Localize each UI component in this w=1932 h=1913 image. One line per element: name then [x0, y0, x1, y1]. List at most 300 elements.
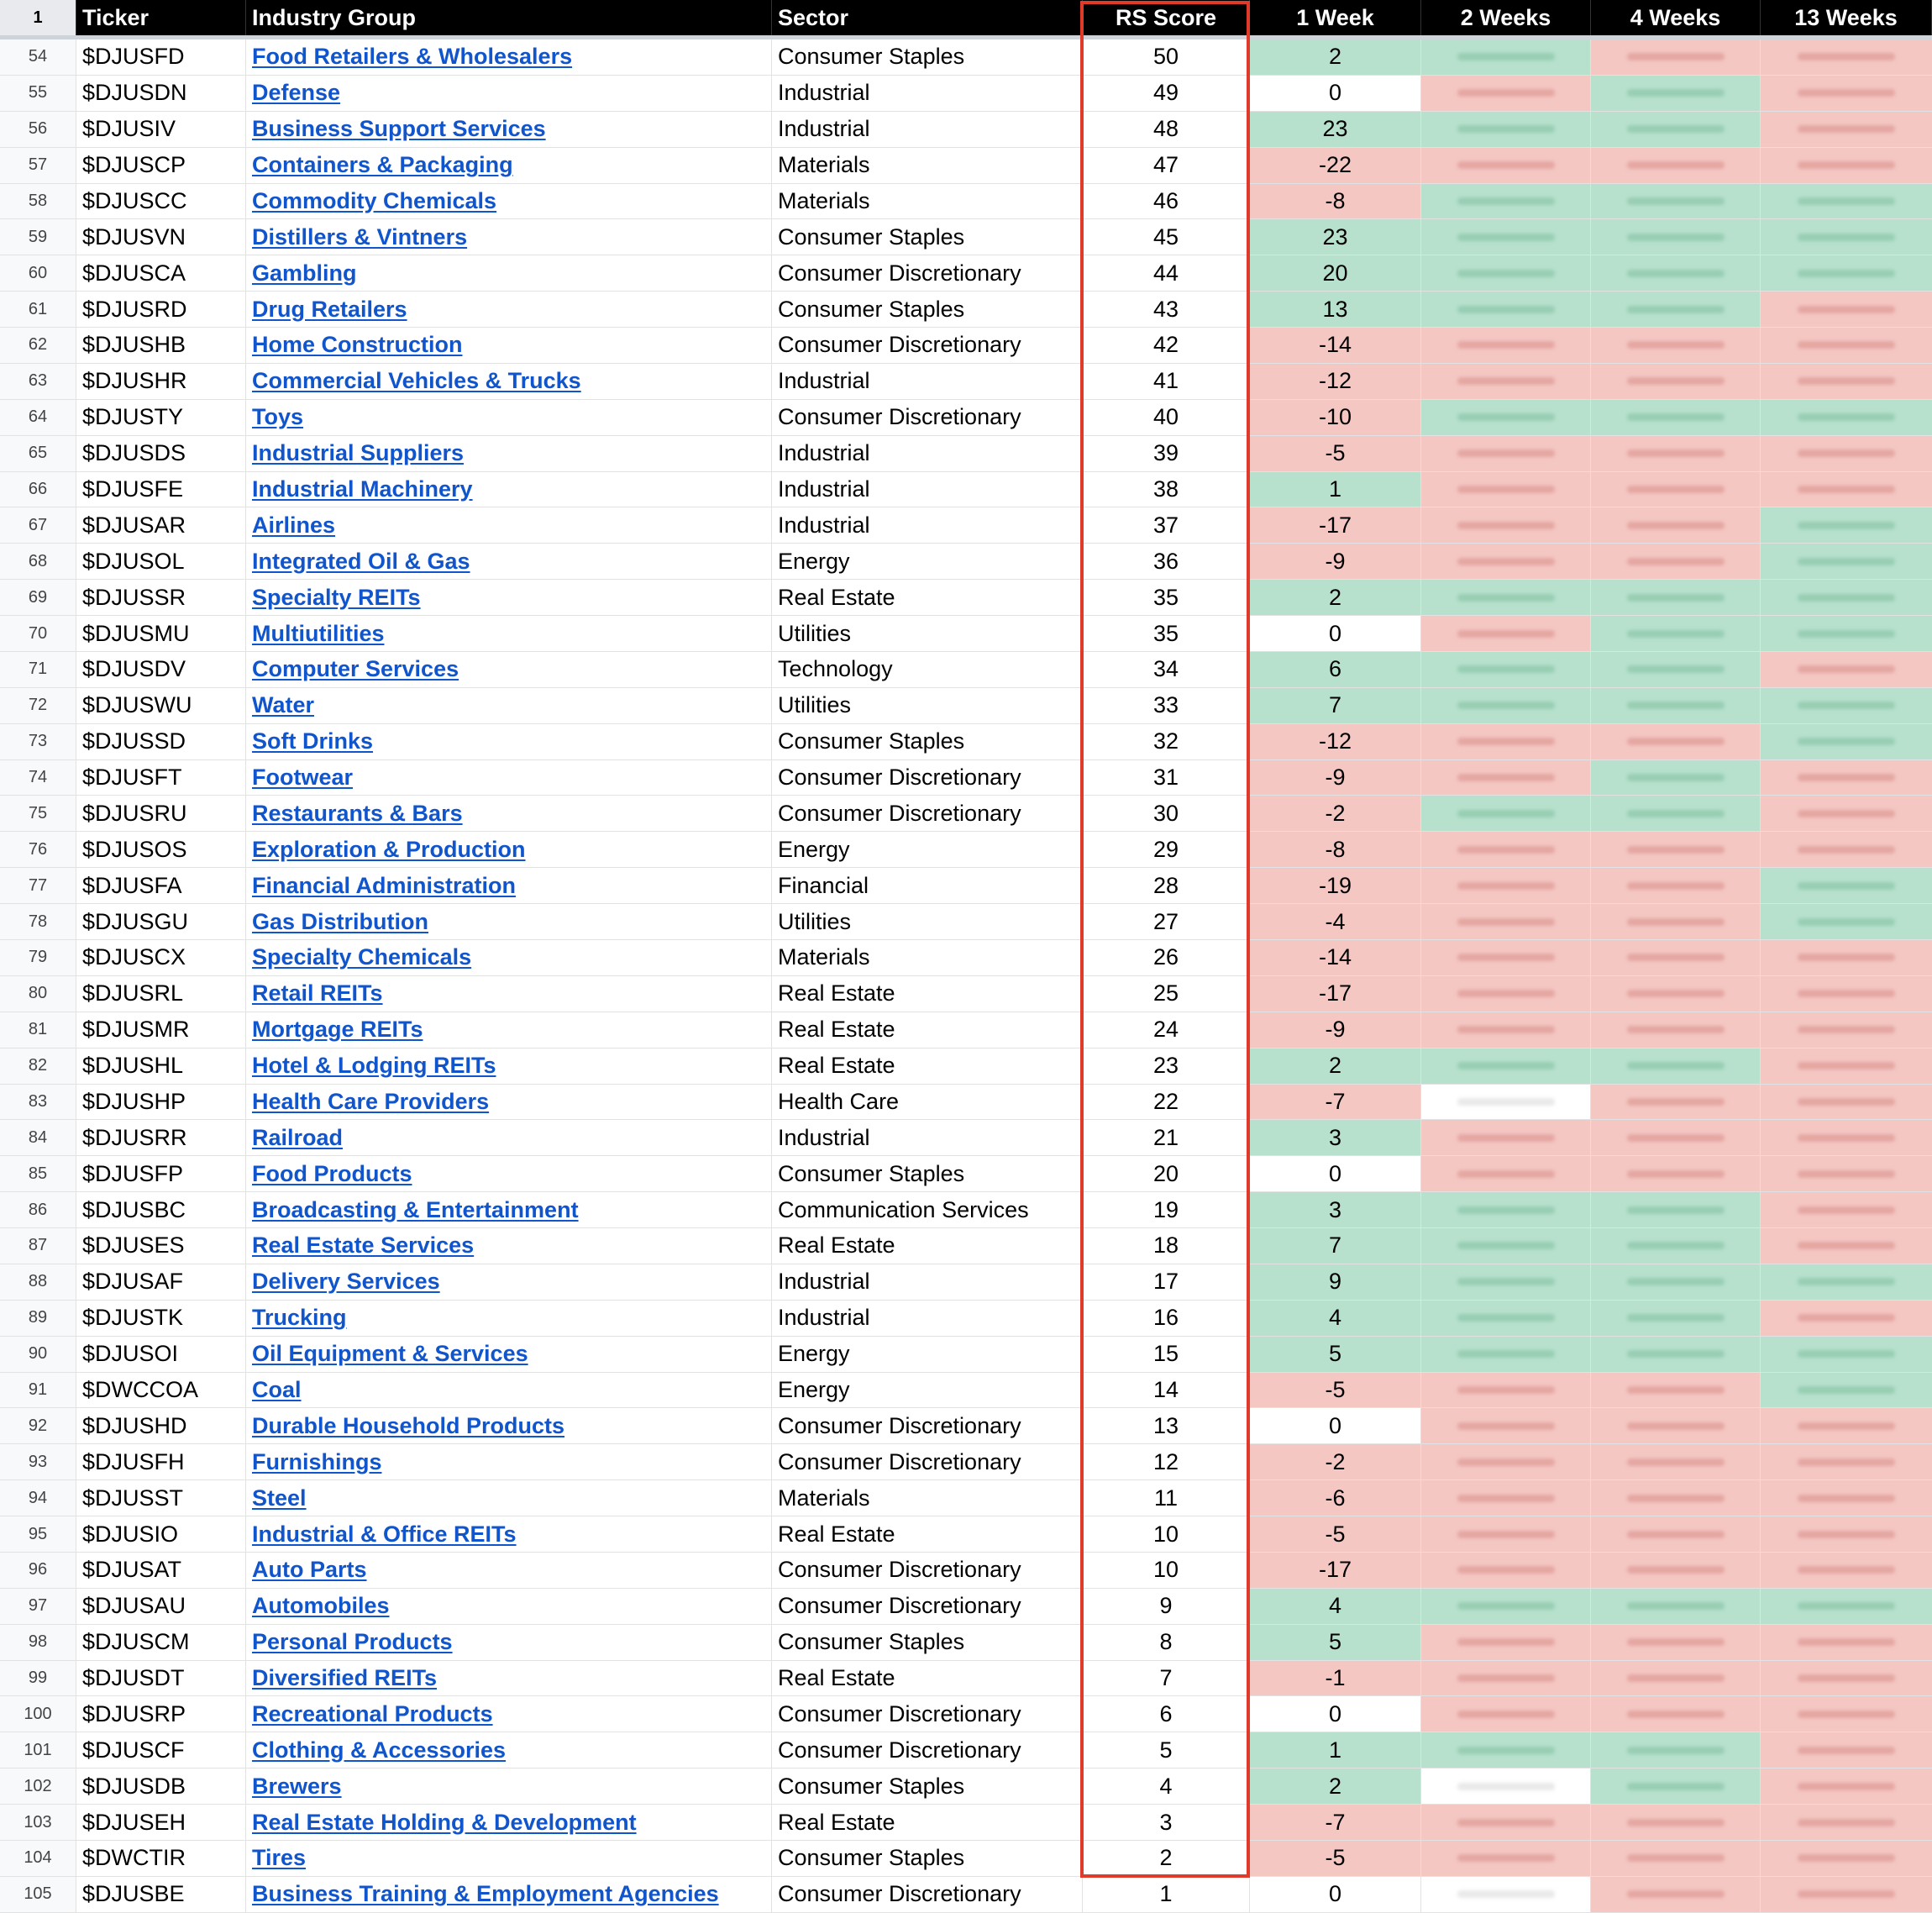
industry-group-link[interactable]: Financial Administration — [252, 872, 517, 898]
sector-cell[interactable]: Consumer Staples — [772, 292, 1083, 327]
industry-group-cell[interactable] — [246, 112, 772, 147]
ticker-cell[interactable]: $DJUSDV — [76, 652, 246, 687]
rs-score-cell[interactable]: 47 — [1083, 148, 1250, 183]
ticker-cell[interactable]: $DJUSAU — [76, 1589, 246, 1624]
ticker-cell[interactable]: $DJUSCX — [76, 940, 246, 975]
rs-score-cell[interactable]: 25 — [1083, 976, 1250, 1012]
week-4-change-cell[interactable] — [1591, 1120, 1761, 1155]
rs-score-cell[interactable]: 20 — [1083, 1156, 1250, 1191]
sector-cell[interactable]: Industrial — [772, 76, 1083, 111]
ticker-cell[interactable]: $DJUSRD — [76, 292, 246, 327]
week-1-change-cell[interactable]: -9 — [1250, 760, 1421, 796]
industry-group-link[interactable]: Real Estate Holding & Development — [252, 1809, 637, 1835]
ticker-cell[interactable]: $DJUSFE — [76, 472, 246, 507]
industry-group-cell[interactable] — [246, 148, 772, 183]
week-2-change-cell[interactable] — [1421, 1337, 1591, 1372]
sector-cell[interactable]: Industrial — [772, 1264, 1083, 1300]
sector-cell[interactable]: Consumer Discretionary — [772, 328, 1083, 363]
week-4-change-cell[interactable] — [1591, 724, 1761, 759]
industry-group-cell[interactable] — [246, 1264, 772, 1300]
rs-score-cell[interactable]: 44 — [1083, 255, 1250, 291]
sector-cell[interactable]: Materials — [772, 148, 1083, 183]
week-13-change-cell[interactable] — [1761, 1120, 1932, 1155]
industry-group-link[interactable]: Auto Parts — [252, 1557, 367, 1583]
industry-group-link[interactable]: Industrial Suppliers — [252, 440, 465, 466]
week-4-change-cell[interactable] — [1591, 904, 1761, 939]
rs-score-cell[interactable]: 3 — [1083, 1805, 1250, 1840]
industry-group-cell[interactable] — [246, 1553, 772, 1588]
week-1-change-cell[interactable]: 0 — [1250, 1696, 1421, 1732]
week-2-change-cell[interactable] — [1421, 1156, 1591, 1191]
week-13-change-cell[interactable] — [1761, 507, 1932, 543]
week-4-change-cell[interactable] — [1591, 436, 1761, 471]
rs-score-cell[interactable]: 30 — [1083, 796, 1250, 831]
row-number[interactable]: 85 — [0, 1156, 76, 1191]
week-2-change-cell[interactable] — [1421, 1120, 1591, 1155]
ticker-cell[interactable]: $DJUSRR — [76, 1120, 246, 1155]
row-number[interactable]: 64 — [0, 400, 76, 435]
industry-group-cell[interactable] — [246, 364, 772, 399]
week-2-change-cell[interactable] — [1421, 796, 1591, 831]
sector-cell[interactable]: Real Estate — [772, 1048, 1083, 1084]
week-4-change-cell[interactable] — [1591, 1805, 1761, 1840]
sector-cell[interactable]: Industrial — [772, 436, 1083, 471]
week-1-change-cell[interactable]: 1 — [1250, 1732, 1421, 1768]
row-number[interactable]: 83 — [0, 1085, 76, 1120]
industry-group-link[interactable]: Durable Household Products — [252, 1412, 565, 1438]
ticker-cell[interactable]: $DJUSFA — [76, 868, 246, 903]
sector-cell[interactable]: Consumer Staples — [772, 1841, 1083, 1876]
week-2-change-cell[interactable] — [1421, 1589, 1591, 1624]
week-1-change-cell[interactable]: -5 — [1250, 1841, 1421, 1876]
industry-group-link[interactable]: Specialty REITs — [252, 584, 421, 610]
week-13-change-cell[interactable] — [1761, 364, 1932, 399]
sector-cell[interactable]: Real Estate — [772, 1516, 1083, 1552]
week-1-change-cell[interactable]: 9 — [1250, 1264, 1421, 1300]
industry-group-link[interactable]: Integrated Oil & Gas — [252, 548, 470, 574]
industry-group-cell[interactable] — [246, 1661, 772, 1696]
industry-group-link[interactable]: Defense — [252, 80, 341, 106]
industry-group-cell[interactable] — [246, 580, 772, 615]
week-1-change-cell[interactable]: 20 — [1250, 255, 1421, 291]
industry-group-cell[interactable] — [246, 472, 772, 507]
rs-score-cell[interactable]: 22 — [1083, 1085, 1250, 1120]
ticker-cell[interactable]: $DJUSCM — [76, 1625, 246, 1660]
rs-score-cell[interactable]: 19 — [1083, 1192, 1250, 1227]
ticker-cell[interactable]: $DJUSTY — [76, 400, 246, 435]
rs-score-cell[interactable]: 2 — [1083, 1841, 1250, 1876]
ticker-cell[interactable]: $DJUSHR — [76, 364, 246, 399]
sector-cell[interactable]: Consumer Discretionary — [772, 255, 1083, 291]
industry-group-link[interactable]: Gas Distribution — [252, 908, 429, 934]
ticker-cell[interactable]: $DJUSHL — [76, 1048, 246, 1084]
week-4-change-cell[interactable] — [1591, 1228, 1761, 1264]
week-13-change-cell[interactable] — [1761, 544, 1932, 579]
week-4-change-cell[interactable] — [1591, 1877, 1761, 1912]
ticker-cell[interactable]: $DJUSFT — [76, 760, 246, 796]
industry-group-link[interactable]: Recreational Products — [252, 1700, 493, 1726]
ticker-cell[interactable]: $DJUSHB — [76, 328, 246, 363]
week-4-change-cell[interactable] — [1591, 796, 1761, 831]
week-13-change-cell[interactable] — [1761, 400, 1932, 435]
week-1-change-cell[interactable]: -2 — [1250, 796, 1421, 831]
row-number[interactable]: 62 — [0, 328, 76, 363]
industry-group-cell[interactable] — [246, 76, 772, 111]
industry-group-link[interactable]: Steel — [252, 1485, 307, 1511]
week-13-change-cell[interactable] — [1761, 1696, 1932, 1732]
row-number[interactable]: 97 — [0, 1589, 76, 1624]
week-2-change-cell[interactable] — [1421, 400, 1591, 435]
row-number[interactable]: 91 — [0, 1373, 76, 1408]
week-2-change-cell[interactable] — [1421, 1048, 1591, 1084]
row-number[interactable]: 105 — [0, 1877, 76, 1912]
ticker-cell[interactable]: $DJUSBE — [76, 1877, 246, 1912]
industry-group-link[interactable]: Soft Drinks — [252, 728, 374, 754]
industry-group-link[interactable]: Broadcasting & Entertainment — [252, 1196, 579, 1222]
week-2-change-cell[interactable] — [1421, 1625, 1591, 1660]
ticker-cell[interactable]: $DJUSAF — [76, 1264, 246, 1300]
rs-score-cell[interactable]: 11 — [1083, 1480, 1250, 1516]
week-2-change-cell[interactable] — [1421, 1661, 1591, 1696]
week-4-change-cell[interactable] — [1591, 328, 1761, 363]
week-13-change-cell[interactable] — [1761, 1085, 1932, 1120]
week-4-change-cell[interactable] — [1591, 688, 1761, 723]
week-1-change-cell[interactable]: -7 — [1250, 1085, 1421, 1120]
industry-group-cell[interactable] — [246, 760, 772, 796]
week-13-change-cell[interactable] — [1761, 472, 1932, 507]
row-number[interactable]: 99 — [0, 1661, 76, 1696]
header-row-number[interactable]: 1 — [0, 0, 76, 35]
week-2-change-cell[interactable] — [1421, 940, 1591, 975]
week-2-change-cell[interactable] — [1421, 1516, 1591, 1552]
week-2-change-cell[interactable] — [1421, 436, 1591, 471]
week-4-change-cell[interactable] — [1591, 148, 1761, 183]
week-13-change-cell[interactable] — [1761, 1480, 1932, 1516]
week-4-change-cell[interactable] — [1591, 1264, 1761, 1300]
row-number[interactable]: 96 — [0, 1553, 76, 1588]
sector-cell[interactable]: Industrial — [772, 472, 1083, 507]
row-number[interactable]: 58 — [0, 184, 76, 219]
industry-group-cell[interactable] — [246, 328, 772, 363]
week-4-change-cell[interactable] — [1591, 400, 1761, 435]
week-2-change-cell[interactable] — [1421, 1553, 1591, 1588]
week-1-change-cell[interactable]: 7 — [1250, 688, 1421, 723]
week-1-change-cell[interactable]: -2 — [1250, 1444, 1421, 1479]
week-4-change-cell[interactable] — [1591, 760, 1761, 796]
week-13-change-cell[interactable] — [1761, 580, 1932, 615]
week-2-change-cell[interactable] — [1421, 1841, 1591, 1876]
week-1-change-cell[interactable]: 0 — [1250, 1877, 1421, 1912]
week-1-change-cell[interactable]: 0 — [1250, 1156, 1421, 1191]
week-2-change-cell[interactable] — [1421, 724, 1591, 759]
week-13-change-cell[interactable] — [1761, 1589, 1932, 1624]
sector-cell[interactable]: Communication Services — [772, 1192, 1083, 1227]
rs-score-cell[interactable]: 8 — [1083, 1625, 1250, 1660]
week-4-change-cell[interactable] — [1591, 255, 1761, 291]
week-2-change-cell[interactable] — [1421, 1373, 1591, 1408]
ticker-cell[interactable]: $DJUSCP — [76, 148, 246, 183]
week-13-change-cell[interactable] — [1761, 328, 1932, 363]
week-13-change-cell[interactable] — [1761, 39, 1932, 75]
week-1-change-cell[interactable]: 0 — [1250, 616, 1421, 651]
rs-score-cell[interactable]: 1 — [1083, 1877, 1250, 1912]
week-4-change-cell[interactable] — [1591, 1156, 1761, 1191]
week-1-change-cell[interactable]: 6 — [1250, 652, 1421, 687]
rs-score-cell[interactable]: 50 — [1083, 39, 1250, 75]
ticker-cell[interactable]: $DJUSCF — [76, 1732, 246, 1768]
week-2-change-cell[interactable] — [1421, 255, 1591, 291]
industry-group-cell[interactable] — [246, 1337, 772, 1372]
week-1-change-cell[interactable]: -14 — [1250, 940, 1421, 975]
industry-group-cell[interactable] — [246, 976, 772, 1012]
rs-score-cell[interactable]: 33 — [1083, 688, 1250, 723]
sector-cell[interactable]: Consumer Staples — [772, 1625, 1083, 1660]
week-2-change-cell[interactable] — [1421, 1444, 1591, 1479]
row-number[interactable]: 88 — [0, 1264, 76, 1300]
rs-score-cell[interactable]: 14 — [1083, 1373, 1250, 1408]
week-1-change-cell[interactable]: -17 — [1250, 1553, 1421, 1588]
week-13-change-cell[interactable] — [1761, 112, 1932, 147]
row-number[interactable]: 86 — [0, 1192, 76, 1227]
row-number[interactable]: 76 — [0, 832, 76, 867]
week-13-change-cell[interactable] — [1761, 1228, 1932, 1264]
week-4-change-cell[interactable] — [1591, 580, 1761, 615]
week-2-change-cell[interactable] — [1421, 148, 1591, 183]
ticker-cell[interactable]: $DJUSFD — [76, 39, 246, 75]
industry-group-link[interactable]: Delivery Services — [252, 1269, 440, 1295]
industry-group-cell[interactable] — [246, 1301, 772, 1336]
row-number[interactable]: 73 — [0, 724, 76, 759]
week-1-change-cell[interactable]: -7 — [1250, 1805, 1421, 1840]
industry-group-cell[interactable] — [246, 616, 772, 651]
ticker-cell[interactable]: $DJUSRU — [76, 796, 246, 831]
week-1-change-cell[interactable]: 4 — [1250, 1301, 1421, 1336]
industry-group-cell[interactable] — [246, 1877, 772, 1912]
week-2-change-cell[interactable] — [1421, 1301, 1591, 1336]
row-number[interactable]: 87 — [0, 1228, 76, 1264]
week-4-change-cell[interactable] — [1591, 184, 1761, 219]
rs-score-cell[interactable]: 32 — [1083, 724, 1250, 759]
rs-score-cell[interactable]: 18 — [1083, 1228, 1250, 1264]
week-1-change-cell[interactable]: 4 — [1250, 1589, 1421, 1624]
week-13-change-cell[interactable] — [1761, 868, 1932, 903]
rs-score-cell[interactable]: 36 — [1083, 544, 1250, 579]
week-4-change-cell[interactable] — [1591, 1085, 1761, 1120]
industry-group-cell[interactable] — [246, 1732, 772, 1768]
week-1-change-cell[interactable]: 3 — [1250, 1120, 1421, 1155]
industry-group-cell[interactable] — [246, 1589, 772, 1624]
week-13-change-cell[interactable] — [1761, 1337, 1932, 1372]
week-4-change-cell[interactable] — [1591, 832, 1761, 867]
week-4-change-cell[interactable] — [1591, 1301, 1761, 1336]
industry-group-link[interactable]: Trucking — [252, 1305, 347, 1331]
rs-score-cell[interactable]: 27 — [1083, 904, 1250, 939]
header-13-weeks[interactable]: 13 Weeks — [1761, 0, 1932, 35]
industry-group-cell[interactable] — [246, 436, 772, 471]
week-1-change-cell[interactable]: 3 — [1250, 1192, 1421, 1227]
ticker-cell[interactable]: $DJUSBC — [76, 1192, 246, 1227]
rs-score-cell[interactable]: 13 — [1083, 1408, 1250, 1443]
week-4-change-cell[interactable] — [1591, 1553, 1761, 1588]
sector-cell[interactable]: Real Estate — [772, 1012, 1083, 1048]
week-2-change-cell[interactable] — [1421, 112, 1591, 147]
sector-cell[interactable]: Consumer Discretionary — [772, 1732, 1083, 1768]
week-2-change-cell[interactable] — [1421, 1085, 1591, 1120]
row-number[interactable]: 59 — [0, 219, 76, 255]
rs-score-cell[interactable]: 46 — [1083, 184, 1250, 219]
week-4-change-cell[interactable] — [1591, 1480, 1761, 1516]
industry-group-cell[interactable] — [246, 1012, 772, 1048]
row-number[interactable]: 100 — [0, 1696, 76, 1732]
industry-group-link[interactable]: Toys — [252, 404, 304, 430]
week-1-change-cell[interactable]: 5 — [1250, 1337, 1421, 1372]
week-4-change-cell[interactable] — [1591, 364, 1761, 399]
sector-cell[interactable]: Consumer Staples — [772, 724, 1083, 759]
row-number[interactable]: 61 — [0, 292, 76, 327]
week-13-change-cell[interactable] — [1761, 1516, 1932, 1552]
week-1-change-cell[interactable]: 0 — [1250, 76, 1421, 111]
week-13-change-cell[interactable] — [1761, 1841, 1932, 1876]
rs-score-cell[interactable]: 43 — [1083, 292, 1250, 327]
industry-group-cell[interactable] — [246, 724, 772, 759]
week-13-change-cell[interactable] — [1761, 1156, 1932, 1191]
industry-group-cell[interactable] — [246, 1696, 772, 1732]
week-4-change-cell[interactable] — [1591, 507, 1761, 543]
sector-cell[interactable]: Utilities — [772, 904, 1083, 939]
ticker-cell[interactable]: $DJUSCC — [76, 184, 246, 219]
week-2-change-cell[interactable] — [1421, 1192, 1591, 1227]
week-4-change-cell[interactable] — [1591, 976, 1761, 1012]
rs-score-cell[interactable]: 24 — [1083, 1012, 1250, 1048]
week-2-change-cell[interactable] — [1421, 1408, 1591, 1443]
week-13-change-cell[interactable] — [1761, 1553, 1932, 1588]
week-13-change-cell[interactable] — [1761, 760, 1932, 796]
week-1-change-cell[interactable]: -12 — [1250, 364, 1421, 399]
ticker-cell[interactable]: $DJUSAR — [76, 507, 246, 543]
industry-group-cell[interactable] — [246, 1408, 772, 1443]
week-13-change-cell[interactable] — [1761, 724, 1932, 759]
week-4-change-cell[interactable] — [1591, 112, 1761, 147]
week-1-change-cell[interactable]: -9 — [1250, 1012, 1421, 1048]
rs-score-cell[interactable]: 7 — [1083, 1661, 1250, 1696]
ticker-cell[interactable]: $DJUSDB — [76, 1768, 246, 1804]
rs-score-cell[interactable]: 15 — [1083, 1337, 1250, 1372]
sector-cell[interactable]: Industrial — [772, 1301, 1083, 1336]
header-1-week[interactable]: 1 Week — [1250, 0, 1421, 35]
industry-group-link[interactable]: Clothing & Accessories — [252, 1737, 507, 1763]
industry-group-link[interactable]: Airlines — [252, 512, 336, 538]
sector-cell[interactable]: Consumer Discretionary — [772, 1553, 1083, 1588]
ticker-cell[interactable]: $DJUSST — [76, 1480, 246, 1516]
row-number[interactable]: 67 — [0, 507, 76, 543]
week-1-change-cell[interactable]: 2 — [1250, 39, 1421, 75]
sector-cell[interactable]: Consumer Staples — [772, 219, 1083, 255]
industry-group-link[interactable]: Containers & Packaging — [252, 152, 513, 178]
ticker-cell[interactable]: $DJUSVN — [76, 219, 246, 255]
industry-group-link[interactable]: Industrial Machinery — [252, 476, 473, 502]
industry-group-link[interactable]: Restaurants & Bars — [252, 800, 463, 826]
industry-group-cell[interactable] — [246, 940, 772, 975]
ticker-cell[interactable]: $DJUSMU — [76, 616, 246, 651]
week-4-change-cell[interactable] — [1591, 1732, 1761, 1768]
ticker-cell[interactable]: $DJUSCA — [76, 255, 246, 291]
ticker-cell[interactable]: $DJUSRP — [76, 1696, 246, 1732]
industry-group-link[interactable]: Food Products — [252, 1160, 412, 1186]
week-2-change-cell[interactable] — [1421, 904, 1591, 939]
rs-score-cell[interactable]: 41 — [1083, 364, 1250, 399]
row-number[interactable]: 69 — [0, 580, 76, 615]
industry-group-link[interactable]: Furnishings — [252, 1448, 382, 1474]
industry-group-link[interactable]: Industrial & Office REITs — [252, 1521, 517, 1547]
sector-cell[interactable]: Consumer Discretionary — [772, 1696, 1083, 1732]
week-1-change-cell[interactable]: -5 — [1250, 1516, 1421, 1552]
industry-group-cell[interactable] — [246, 1768, 772, 1804]
week-4-change-cell[interactable] — [1591, 544, 1761, 579]
week-1-change-cell[interactable]: -12 — [1250, 724, 1421, 759]
sector-cell[interactable]: Consumer Discretionary — [772, 760, 1083, 796]
industry-group-link[interactable]: Home Construction — [252, 332, 463, 358]
week-13-change-cell[interactable] — [1761, 1444, 1932, 1479]
week-13-change-cell[interactable] — [1761, 1373, 1932, 1408]
ticker-cell[interactable]: $DJUSOL — [76, 544, 246, 579]
sector-cell[interactable]: Energy — [772, 1373, 1083, 1408]
ticker-cell[interactable]: $DJUSIV — [76, 112, 246, 147]
sector-cell[interactable]: Materials — [772, 184, 1083, 219]
week-1-change-cell[interactable]: 0 — [1250, 1408, 1421, 1443]
rs-score-cell[interactable]: 16 — [1083, 1301, 1250, 1336]
sector-cell[interactable]: Real Estate — [772, 1805, 1083, 1840]
week-1-change-cell[interactable]: -17 — [1250, 976, 1421, 1012]
rs-score-cell[interactable]: 23 — [1083, 1048, 1250, 1084]
industry-group-link[interactable]: Real Estate Services — [252, 1232, 475, 1259]
row-number[interactable]: 94 — [0, 1480, 76, 1516]
row-number[interactable]: 57 — [0, 148, 76, 183]
week-2-change-cell[interactable] — [1421, 76, 1591, 111]
industry-group-cell[interactable] — [246, 544, 772, 579]
week-4-change-cell[interactable] — [1591, 1625, 1761, 1660]
week-13-change-cell[interactable] — [1761, 1192, 1932, 1227]
industry-group-link[interactable]: Business Support Services — [252, 116, 546, 142]
week-4-change-cell[interactable] — [1591, 1337, 1761, 1372]
ticker-cell[interactable]: $DJUSSR — [76, 580, 246, 615]
header-ticker[interactable]: Ticker — [76, 0, 246, 35]
week-2-change-cell[interactable] — [1421, 39, 1591, 75]
week-1-change-cell[interactable]: -14 — [1250, 328, 1421, 363]
row-number[interactable]: 98 — [0, 1625, 76, 1660]
rs-score-cell[interactable]: 6 — [1083, 1696, 1250, 1732]
row-number[interactable]: 84 — [0, 1120, 76, 1155]
industry-group-link[interactable]: Water — [252, 692, 315, 718]
week-13-change-cell[interactable] — [1761, 184, 1932, 219]
industry-group-link[interactable]: Personal Products — [252, 1629, 453, 1655]
sector-cell[interactable]: Energy — [772, 544, 1083, 579]
week-13-change-cell[interactable] — [1761, 255, 1932, 291]
industry-group-cell[interactable] — [246, 184, 772, 219]
ticker-cell[interactable]: $DJUSAT — [76, 1553, 246, 1588]
week-13-change-cell[interactable] — [1761, 796, 1932, 831]
week-2-change-cell[interactable] — [1421, 219, 1591, 255]
sector-cell[interactable]: Consumer Staples — [772, 1768, 1083, 1804]
row-number[interactable]: 60 — [0, 255, 76, 291]
sector-cell[interactable]: Consumer Discretionary — [772, 1589, 1083, 1624]
ticker-cell[interactable]: $DJUSHP — [76, 1085, 246, 1120]
week-1-change-cell[interactable]: 23 — [1250, 112, 1421, 147]
week-1-change-cell[interactable]: -1 — [1250, 1661, 1421, 1696]
rs-score-cell[interactable]: 9 — [1083, 1589, 1250, 1624]
week-4-change-cell[interactable] — [1591, 472, 1761, 507]
week-4-change-cell[interactable] — [1591, 868, 1761, 903]
ticker-cell[interactable]: $DJUSRL — [76, 976, 246, 1012]
